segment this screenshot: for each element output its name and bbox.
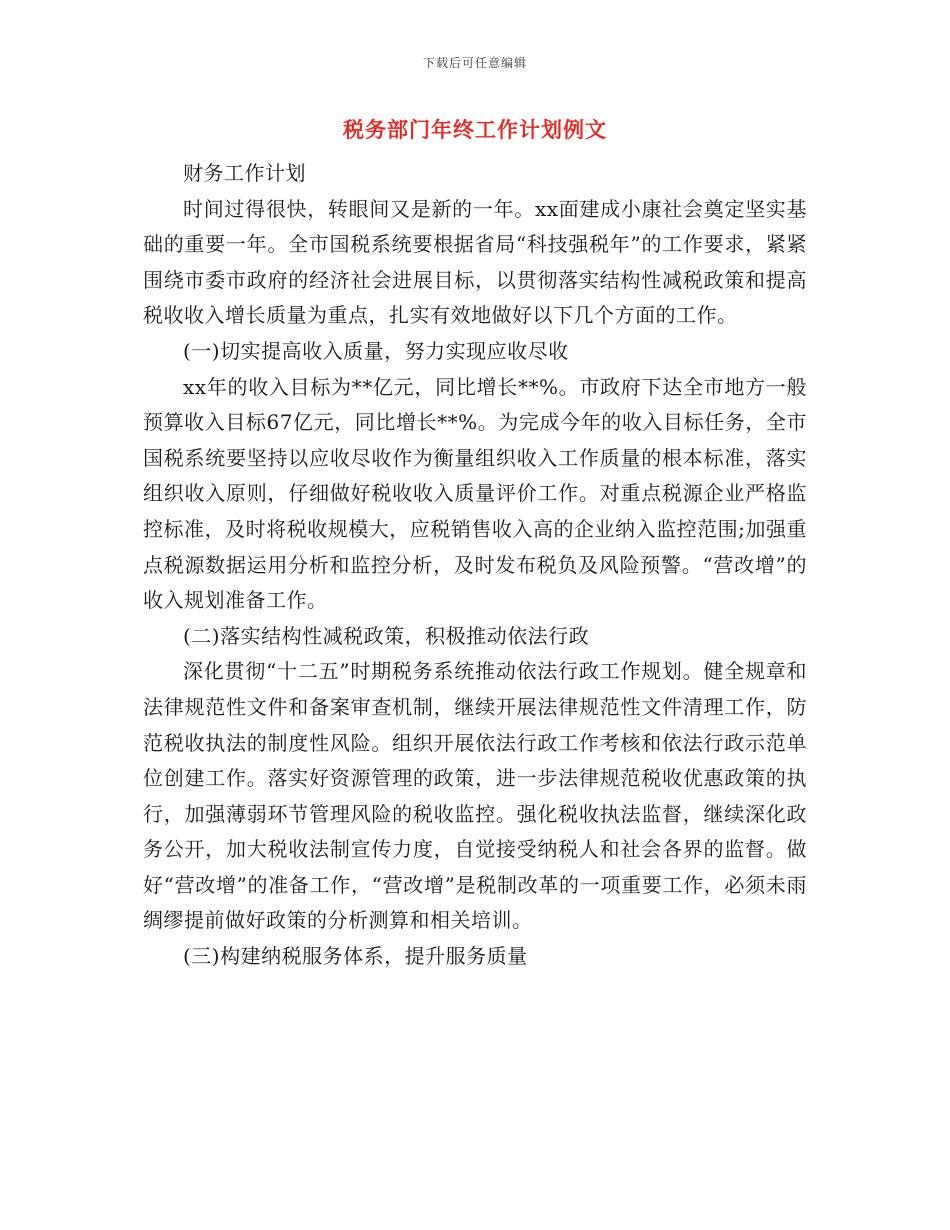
paragraph-section-1: xx年的收入目标为**亿元，同比增长**%。市政府下达全市地方一般预算收入目标67亿元，同比增长**%。为完成今年的收入目标任务，全市国税系统要坚持以应收尽收作为衡量组织收入工作质量的根本标准，落实组织收入原则，仔细做好税收收入质量评价工作。对重点税源企业严格监控标准，及时将税收规模大，应税销售收入高的企业纳入监控范围;加强重点税源数据运用分析和监控分析，及时发布税负及风险预警。“营改增”的收入规划准备工作。 [143, 374, 807, 613]
paragraph-intro: 时间过得很快，转眼间又是新的一年。xx面建成小康社会奠定坚实基础的重要一年。全市国税系统要根据省局“科技强税年”的工作要求，紧紧围绕市委市政府的经济社会进展目标，以贯彻落实结构性减税政策和提高税收收入增长质量为重点，扎实有效地做好以下几个方面的工作。 [143, 196, 807, 328]
document-body [143, 156, 807, 975]
section-heading-3: (三)构建纳税服务体系，提升服务质量 [183, 944, 528, 969]
section-heading-1: (一)切实提高收入质量，努力实现应收尽收 [183, 338, 569, 363]
section-heading-2: (二)落实结构性减税政策，积极推动依法行政 [183, 623, 590, 648]
document-title: 税务部门年终工作计划例文 [343, 117, 607, 142]
paragraph-section-2: 深化贯彻“十二五”时期税务系统推动依法行政工作规划。健全规章和法律规范性文件和备案审查机制，继续开展法律规范性文件清理工作，防范税收执法的制度性风险。组织开展依法行政工作考核和依法行政示范单位创建工作。落实好资源管理的政策，进一步法律规范税收优惠政策的执行，加强薄弱环节管理风险的税收监控。强化税收执法监督，继续深化政务公开，加大税收法制宣传力度，自觉接受纳税人和社会各界的监督。做好“营改增”的准备工作，“营改增”是税制改革的一项重要工作，必须未雨绸缪提前做好政策的分析测算和相关培训。 [143, 659, 807, 933]
header-note: 下载后可任意编辑 [422, 56, 527, 70]
paragraph-heading: 财务工作计划 [183, 161, 306, 185]
